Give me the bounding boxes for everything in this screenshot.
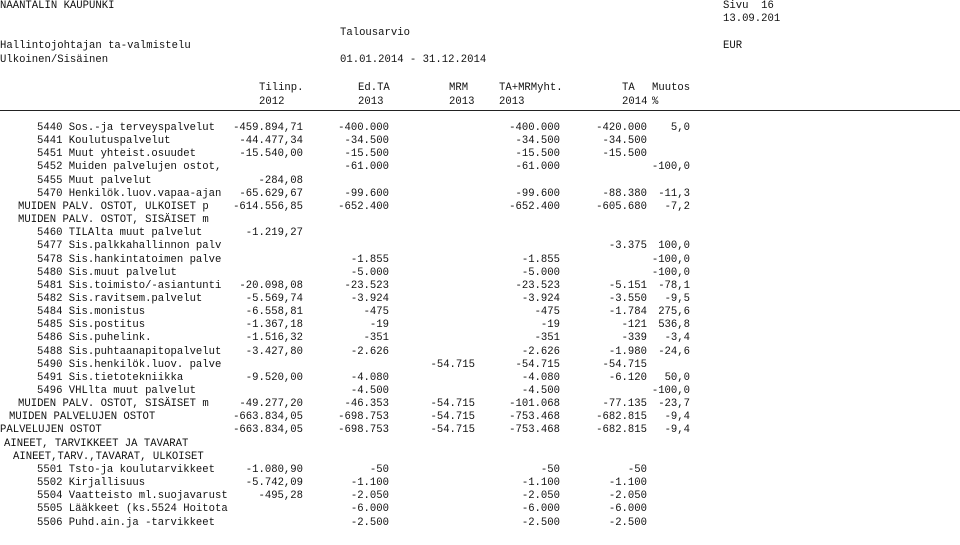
- cell-edta: -475: [363, 306, 389, 319]
- cell-edta: -23.523: [344, 279, 389, 292]
- cell-tilinp: -3.427,80: [245, 345, 303, 358]
- col-header-muutos: Muutos: [652, 82, 691, 94]
- row-label: 5486 Sis.puhelink.: [37, 332, 152, 345]
- col-header-edta-year: 2013: [358, 96, 384, 108]
- row-label: 5478 Sis.hankintatoimen palve: [37, 253, 222, 266]
- scenario-name: Hallintojohtajan ta-valmistelu: [0, 40, 191, 52]
- cell-muutos: -11,3: [658, 187, 690, 200]
- cell-muutos: -100,0: [651, 385, 690, 397]
- cell-tilinp: -6.558,81: [245, 306, 303, 319]
- cell-edta: -698.753: [338, 411, 389, 424]
- cell-yht: -4.080: [521, 371, 560, 384]
- cell-yht: -50: [540, 463, 560, 476]
- cell-mrm: -54.715: [430, 411, 475, 424]
- row-label: 5477 Sis.palkkahallinnon palv: [37, 240, 222, 253]
- cell-edta: -698.753: [338, 424, 389, 437]
- row-label: MUIDEN PALV. OSTOT, SISÄISET m: [18, 214, 209, 227]
- cell-tilinp: -1.219,27: [245, 227, 303, 240]
- cell-yht: -2.626: [521, 345, 560, 358]
- cell-yht: -5.000: [521, 266, 560, 279]
- cell-muutos: -3,4: [664, 332, 690, 345]
- cell-ta: -6.000: [608, 503, 647, 516]
- cell-muutos: -9,5: [664, 292, 690, 305]
- cell-ta: -6.120: [608, 371, 647, 384]
- row-label: 5485 Sis.postitus: [37, 319, 146, 332]
- cell-yht: -99.600: [515, 187, 560, 200]
- cell-tilinp: -9.520,00: [245, 371, 303, 384]
- cell-yht: -2.050: [521, 490, 560, 503]
- row-label: 5491 Sis.tietotekniikka: [37, 371, 184, 384]
- cell-yht: -475: [534, 306, 560, 319]
- cell-muutos: -100,0: [651, 266, 690, 279]
- cell-edta: -5.000: [350, 266, 389, 279]
- cell-ta: -3.550: [608, 292, 647, 305]
- cell-edta: -2.050: [350, 490, 389, 503]
- cell-yht: -3.924: [521, 292, 560, 305]
- cell-tilinp: -5.569,74: [245, 292, 303, 305]
- cell-yht: -1.100: [521, 477, 560, 490]
- cell-mrm: -54.715: [430, 424, 475, 437]
- cell-yht: -400.000: [509, 122, 560, 134]
- cell-yht: -6.000: [521, 503, 560, 516]
- row-label: MUIDEN PALV. OSTOT, ULKOISET p: [18, 200, 209, 213]
- cell-yht: -15.500: [515, 148, 560, 161]
- row-label: PALVELUJEN OSTOT: [0, 424, 102, 437]
- cell-ta: -2.050: [608, 490, 647, 503]
- cell-edta: -4.500: [350, 385, 389, 397]
- cell-ta: -682.815: [596, 411, 647, 424]
- cell-ta: -15.500: [602, 148, 647, 161]
- cell-ta: -3.375: [608, 240, 647, 253]
- cell-tilinp: -5.742,09: [245, 477, 303, 490]
- row-label: MUIDEN PALVELUJEN OSTOT: [9, 411, 156, 424]
- col-header-ta-mrm-total-year: 2013: [499, 96, 525, 108]
- row-label: 5441 Koulutuspalvelut: [37, 135, 171, 148]
- cell-muutos: -7,2: [664, 200, 690, 213]
- cell-edta: -652.400: [338, 200, 389, 213]
- print-date: 13.09.201: [723, 13, 781, 25]
- col-header-ta: TA: [622, 82, 635, 94]
- row-label: 5504 Vaatteisto ml.suojavarust: [37, 490, 228, 503]
- cell-tilinp: -284,08: [258, 174, 303, 187]
- cell-ta: -682.815: [596, 424, 647, 437]
- row-label: 5490 Sis.henkilök.luov. palve: [37, 358, 222, 371]
- cell-edta: -19: [369, 319, 389, 332]
- row-label: 5440 Sos.-ja terveyspalvelut: [37, 122, 216, 134]
- page-number: Sivu 16: [723, 0, 774, 12]
- organization-name: NAANTALIN KAUPUNKI: [0, 0, 115, 12]
- cell-tilinp: -663.834,05: [233, 411, 303, 424]
- cell-tilinp: -1.080,90: [245, 463, 303, 476]
- col-header-mrm: MRM: [449, 82, 469, 94]
- cell-yht: -4.500: [521, 385, 560, 397]
- cell-yht: -2.500: [521, 516, 560, 529]
- cell-ta: -50: [627, 463, 647, 476]
- row-label: AINEET,TARV.,TAVARAT, ULKOISET: [13, 450, 204, 463]
- row-label: 5496 VHLlta muut palvelut: [37, 385, 196, 397]
- cell-muutos: 100,0: [658, 240, 690, 253]
- row-label: 5488 Sis.puhtaanapitopalvelut: [37, 345, 222, 358]
- cell-tilinp: -1.367,18: [245, 319, 303, 332]
- cell-edta: -15.500: [344, 148, 389, 161]
- row-label: 5482 Sis.ravitsem.palvelut: [37, 292, 203, 305]
- report-title: Talousarvio: [340, 27, 410, 39]
- cell-ta: -77.135: [602, 398, 647, 411]
- cell-ta: -1.100: [608, 477, 647, 490]
- cell-edta: -50: [369, 463, 389, 476]
- row-label: 5481 Sis.toimisto/-asiantunti: [37, 279, 222, 292]
- row-label: 5455 Muut palvelut: [37, 174, 152, 187]
- cell-edta: -2.626: [350, 345, 389, 358]
- cell-edta: -99.600: [344, 187, 389, 200]
- cell-edta: -1.855: [350, 253, 389, 266]
- currency-label: EUR: [723, 40, 743, 52]
- cell-yht: -23.523: [515, 279, 560, 292]
- cell-yht: -351: [534, 332, 560, 345]
- cell-yht: -19: [540, 319, 560, 332]
- cell-muutos: 5,0: [670, 122, 690, 134]
- cell-ta: -420.000: [596, 122, 647, 134]
- row-label: AINEET, TARVIKKEET JA TAVARAT: [4, 437, 189, 450]
- row-label: 5484 Sis.monistus: [37, 306, 146, 319]
- row-label: MUIDEN PALV. OSTOT, SISÄISET m: [18, 398, 209, 411]
- cell-muutos: 275,6: [658, 306, 690, 319]
- cell-edta: -34.500: [344, 135, 389, 148]
- cell-muutos: -9,4: [664, 411, 690, 424]
- cell-edta: -46.353: [344, 398, 389, 411]
- cell-tilinp: -49.277,20: [239, 398, 303, 411]
- cell-edta: -1.100: [350, 477, 389, 490]
- row-label: 5480 Sis.muut palvelut: [37, 266, 177, 279]
- cell-yht: -54.715: [515, 358, 560, 371]
- cell-ta: -5.151: [608, 279, 647, 292]
- cell-tilinp: -614.556,85: [233, 200, 303, 213]
- cell-ta: -605.680: [596, 200, 647, 213]
- cell-edta: -351: [363, 332, 389, 345]
- col-header-edta: Ed.TA: [358, 82, 390, 94]
- col-header-mrm-year: 2013: [449, 96, 475, 108]
- cell-ta: -339: [621, 332, 647, 345]
- row-label: 5460 TILAlta muut palvelut: [37, 227, 203, 240]
- cell-muutos: -78,1: [658, 279, 690, 292]
- cell-yht: -61.000: [515, 161, 560, 174]
- cell-ta: -2.500: [608, 516, 647, 529]
- cell-yht: -753.468: [509, 411, 560, 424]
- cell-muutos: -9,4: [664, 424, 690, 437]
- cell-yht: -34.500: [515, 135, 560, 148]
- row-label: 5506 Puhd.ain.ja -tarvikkeet: [37, 516, 216, 529]
- cell-edta: -6.000: [350, 503, 389, 516]
- col-header-muutos-unit: %: [652, 96, 659, 108]
- cell-muutos: 536,8: [658, 319, 690, 332]
- cell-yht: -1.855: [521, 253, 560, 266]
- cell-ta: -34.500: [602, 135, 647, 148]
- cell-yht: -652.400: [509, 200, 560, 213]
- cell-tilinp: -663.834,05: [233, 424, 303, 437]
- row-label: 5451 Muut yhteist.osuudet: [37, 148, 196, 161]
- cell-mrm: -54.715: [430, 398, 475, 411]
- row-label: 5470 Henkilök.luov.vapaa-ajan: [37, 187, 222, 200]
- col-header-tilinp-year: 2012: [259, 96, 285, 108]
- cell-muutos: 50,0: [664, 371, 690, 384]
- cell-edta: -400.000: [338, 122, 389, 134]
- cell-edta: -2.500: [350, 516, 389, 529]
- cell-tilinp: -1.516,32: [245, 332, 303, 345]
- cell-yht: -101.068: [509, 398, 560, 411]
- cell-ta: -1.980: [608, 345, 647, 358]
- cell-edta: -3.924: [350, 292, 389, 305]
- period-range: 01.01.2014 - 31.12.2014: [340, 54, 487, 66]
- cell-tilinp: -15.540,00: [239, 148, 303, 161]
- cell-mrm: -54.715: [430, 358, 475, 371]
- cell-yht: -753.468: [509, 424, 560, 437]
- row-label: 5452 Muiden palvelujen ostot,: [37, 161, 222, 174]
- cell-tilinp: -495,28: [258, 490, 303, 503]
- scope-label: Ulkoinen/Sisäinen: [0, 54, 109, 66]
- cell-tilinp: -44.477,34: [239, 135, 303, 148]
- cell-muutos: -100,0: [651, 161, 690, 174]
- cell-tilinp: -459.894,71: [233, 122, 303, 134]
- cell-tilinp: -65.629,67: [239, 187, 303, 200]
- cell-ta: -121: [621, 319, 647, 332]
- cell-edta: -61.000: [344, 161, 389, 174]
- cell-tilinp: -20.098,08: [239, 279, 303, 292]
- cell-muutos: -24,6: [658, 345, 690, 358]
- row-label: 5502 Kirjallisuus: [37, 477, 146, 490]
- row-label: 5501 Tsto-ja koulutarvikkeet: [37, 463, 216, 476]
- cell-edta: -4.080: [350, 371, 389, 384]
- cell-muutos: -100,0: [651, 253, 690, 266]
- col-header-ta-mrm-total: TA+MRMyht.: [499, 82, 563, 94]
- row-label: 5505 Lääkkeet (ks.5524 Hoitota: [37, 503, 228, 516]
- cell-ta: -88.380: [602, 187, 647, 200]
- header-rule: [0, 110, 960, 111]
- col-header-tilinp: Tilinp.: [259, 82, 304, 94]
- cell-muutos: -23,7: [658, 398, 690, 411]
- cell-ta: -54.715: [602, 358, 647, 371]
- col-header-ta-year: 2014: [622, 96, 648, 108]
- cell-ta: -1.784: [608, 306, 647, 319]
